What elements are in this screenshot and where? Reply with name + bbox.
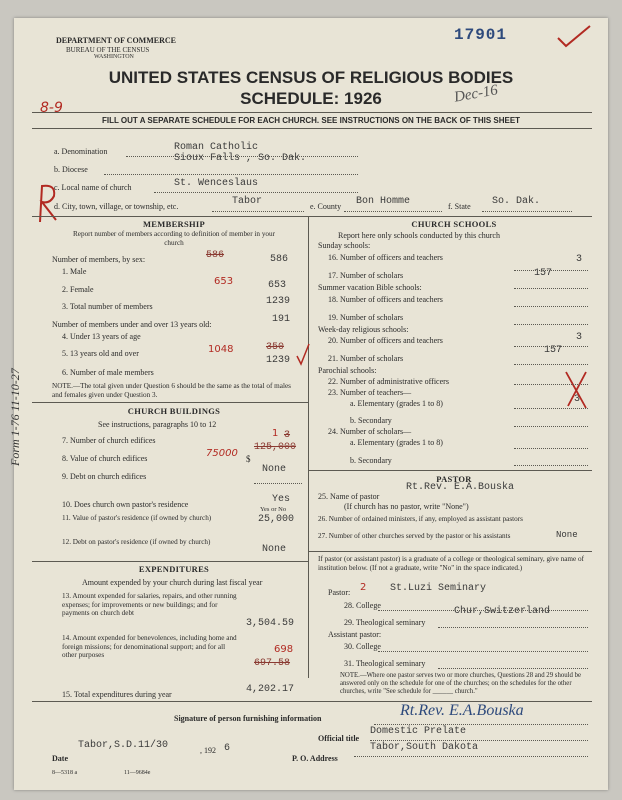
serial-number: 17901	[454, 26, 508, 44]
q18-label: 18. Number of officers and teachers	[328, 295, 443, 304]
pastor-heading: PASTOR	[436, 474, 472, 484]
edifices-label: 7. Number of church edifices	[62, 436, 156, 445]
other-churches-label: 27. Number of other churches served by the pastor or his assistants	[318, 532, 511, 540]
assistant-ministers-label: 26. Number of ordained ministers, if any, employed as assistant pastors	[318, 515, 523, 523]
edifice-value-struck: 125,000	[254, 442, 297, 453]
residence-own-label: 10. Does church own pastor's residence	[62, 500, 189, 509]
q21-value: 157	[544, 345, 563, 356]
seminary-label: 29. Theological seminary	[344, 618, 426, 627]
q23-label: 23. Number of teachers—	[328, 388, 412, 397]
denomination-value: Roman Catholic	[174, 142, 259, 153]
q24-label: 24. Number of scholars—	[328, 427, 412, 436]
schools-red-x-icon	[562, 368, 592, 412]
q16-label: 16. Number of officers and teachers	[328, 253, 443, 262]
church-name-label: c. Local name of church	[54, 183, 132, 192]
q23a-value: 3	[574, 394, 581, 405]
date-value: Tabor,S.D.11/30	[78, 740, 169, 751]
q24b-label: b. Secondary	[350, 456, 392, 465]
state-label: f. State	[448, 202, 471, 211]
male-value: 586	[270, 254, 289, 265]
pastor-name-sub: (If church has no pastor, write "None")	[344, 502, 469, 511]
benevolences-label: 14. Amount expended for benevolences, including home and foreign missions; for denominational support; and for all other purposes	[62, 634, 237, 660]
q21-label: 21. Number of scholars	[328, 354, 404, 363]
schools-intro: Report here only schools conducted by this church	[338, 231, 500, 240]
benevolences-red: 698	[274, 644, 294, 655]
running-expenses-value: 3,504.59	[246, 618, 295, 629]
q20-value: 3	[576, 332, 583, 343]
seminary-value: Chur,Switzerland	[454, 606, 551, 617]
po-address-label: P. O. Address	[292, 754, 338, 763]
benevolences-value: 697.58	[254, 658, 291, 669]
dollar-sign: $	[246, 454, 251, 464]
residence-debt-value: None	[262, 544, 287, 555]
college-label: 28. College	[344, 601, 381, 610]
edifice-value-red: 75000	[206, 448, 238, 459]
yes-no-label: Yes or No	[260, 506, 287, 513]
pastor-name-label: 25. Name of pastor	[318, 492, 380, 501]
county-label: e. County	[310, 202, 342, 211]
q23a-label: a. Elementary (grades 1 to 8)	[350, 399, 443, 408]
edifices-struck: 3	[284, 430, 291, 441]
city-value: Tabor	[232, 196, 263, 207]
over-13-label: 5. 13 years old and over	[62, 349, 139, 358]
sunday-label: Sunday schools:	[318, 241, 371, 250]
buildings-intro: See instructions, paragraphs 10 to 12	[98, 420, 217, 429]
membership-note: NOTE.—The total given under Question 6 should be the same as the total of males and females given under Question 3.	[52, 382, 291, 399]
edifices-value: 1	[272, 428, 279, 439]
year-prefix: , 192	[200, 746, 216, 755]
under-over-label: Number of members under and over 13 years old:	[52, 320, 212, 329]
female-label: 2. Female	[62, 285, 94, 294]
department-label: DEPARTMENT OF COMMERCE	[56, 36, 177, 45]
po-address-value: Tabor,South Dakota	[370, 742, 479, 753]
male-struck: 586	[206, 250, 225, 261]
residence-debt-label: 12. Debt on pastor's residence (if owned by church)	[62, 538, 211, 546]
total-members-label: 3. Total number of members	[62, 302, 153, 311]
stamp-right: Dec-16	[452, 82, 500, 106]
graduate-note: If pastor (or assistant pastor) is a graduate of a college or theological seminary, give name of institution below. (If not a graduate, write "No" in the space indicated.)	[318, 555, 584, 572]
over-13-struck: 350	[266, 342, 285, 353]
pastor-note: NOTE.—Where one pastor serves two or more churches, Questions 28 and 29 should be answered only on the schedule for one of the churches; on the schedules for the other churches, write "See schedule for ______ church."	[340, 672, 582, 695]
q22-label: 22. Number of administrative officers	[328, 377, 449, 386]
male-members-label: 6. Number of male members	[62, 368, 154, 377]
edifice-debt-label: 9. Debt on church edifices	[62, 472, 147, 481]
total-expenditures-value: 4,202.17	[246, 684, 295, 695]
stamp-left: 8-9	[40, 100, 63, 116]
running-expenses-label: 13. Amount expended for salaries, repairs, and other running expenses; for improvements or new buildings; and for payments on church debt	[62, 592, 237, 618]
denomination-label: a. Denomination	[54, 147, 108, 156]
female-value: 653	[268, 280, 287, 291]
parochial-label: Parochial schools:	[318, 366, 377, 375]
summer-label: Summer vacation Bible schools:	[318, 283, 422, 292]
weekday-label: Week-day religious schools:	[318, 325, 409, 334]
edifice-value-label: 8. Value of church edifices	[62, 454, 148, 463]
form-title: UNITED STATES CENSUS OF RELIGIOUS BODIES	[108, 68, 514, 87]
under-over-value: 191	[272, 314, 291, 325]
print-number: 11—9684e	[124, 770, 151, 776]
census-schedule-sheet	[8, 18, 608, 790]
instructions-banner: FILL OUT A SEPARATE SCHEDULE FOR EACH CHURCH. SEE INSTRUCTIONS ON THE BACK OF THIS SHEET	[101, 116, 521, 125]
margin-note: Form 1-76 11-10-27	[8, 368, 22, 466]
male-members-value: 1239	[266, 355, 291, 366]
city-label: WASHINGTON	[94, 54, 134, 60]
date-label: Date	[52, 754, 68, 763]
year-digit: 6	[224, 743, 231, 754]
church-name-value: St. Wenceslaus	[174, 178, 259, 189]
q23b-label: b. Secondary	[350, 416, 392, 425]
expenditures-heading: EXPENDITURES	[138, 564, 210, 574]
pastor-red-mark: 2	[360, 582, 367, 593]
form-number: 8—5318 a	[52, 770, 78, 776]
form-subtitle: SCHEDULE: 1926	[240, 89, 382, 108]
membership-intro: Report number of members according to definition of member in your church	[73, 230, 275, 247]
q24a-label: a. Elementary (grades 1 to 8)	[350, 438, 443, 447]
tally-check-icon	[296, 342, 310, 368]
by-sex-label: Number of members, by sex:	[52, 255, 146, 264]
edifice-debt-value: None	[262, 464, 287, 475]
assistant-pastor-label: Assistant pastor:	[328, 630, 382, 639]
check-mark-icon	[554, 22, 594, 50]
female-red: 653	[214, 276, 234, 287]
total-expenditures-label: 15. Total expenditures during year	[62, 690, 172, 699]
assistant-college-label: 30. College	[344, 642, 381, 651]
q17-label: 17. Number of scholars	[328, 271, 404, 280]
pastor-name-value: Rt.Rev. E.A.Bouska	[406, 482, 515, 493]
buildings-heading: CHURCH BUILDINGS	[127, 406, 221, 416]
pastor-sub-label: Pastor:	[328, 588, 351, 597]
red-r-mark-icon	[34, 182, 60, 226]
assistant-seminary-label: 31. Theological seminary	[344, 659, 426, 668]
other-churches-value: None	[556, 530, 578, 540]
total-members-value: 1239	[266, 296, 291, 307]
q20-label: 20. Number of officers and teachers	[328, 336, 443, 345]
city-label: d. City, town, village, or township, etc.	[54, 202, 179, 211]
official-title-label: Official title	[318, 734, 360, 743]
signature-label: Signature of person furnishing information	[174, 714, 322, 723]
residence-value-label: 11. Value of pastor's residence (if owned by church)	[62, 514, 212, 522]
expenditures-intro: Amount expended by your church during last fiscal year	[82, 578, 263, 587]
q16-value: 3	[576, 254, 583, 265]
bureau-label: BUREAU OF THE CENSUS	[66, 46, 150, 54]
q19-label: 19. Number of scholars	[328, 313, 404, 322]
under-13-label: 4. Under 13 years of age	[62, 332, 141, 341]
official-title-value: Domestic Prelate	[370, 726, 467, 737]
state-value: So. Dak.	[492, 196, 541, 207]
diocese-value: Sioux Falls , So. Dak.	[174, 153, 307, 164]
q17-value: 157	[534, 268, 553, 279]
residence-value-value: 25,000	[258, 514, 295, 525]
signature: Rt.Rev. E.A.Bouska	[400, 702, 524, 719]
diocese-label: b. Diocese	[54, 165, 88, 174]
membership-heading: MEMBERSHIP	[142, 219, 206, 229]
over-13-red: 1048	[208, 344, 234, 355]
college-value: St.Luzi Seminary	[390, 583, 487, 594]
residence-own-value: Yes	[272, 494, 291, 505]
schools-heading: CHURCH SCHOOLS	[411, 219, 497, 229]
male-label: 1. Male	[62, 267, 87, 276]
county-value: Bon Homme	[356, 196, 411, 207]
